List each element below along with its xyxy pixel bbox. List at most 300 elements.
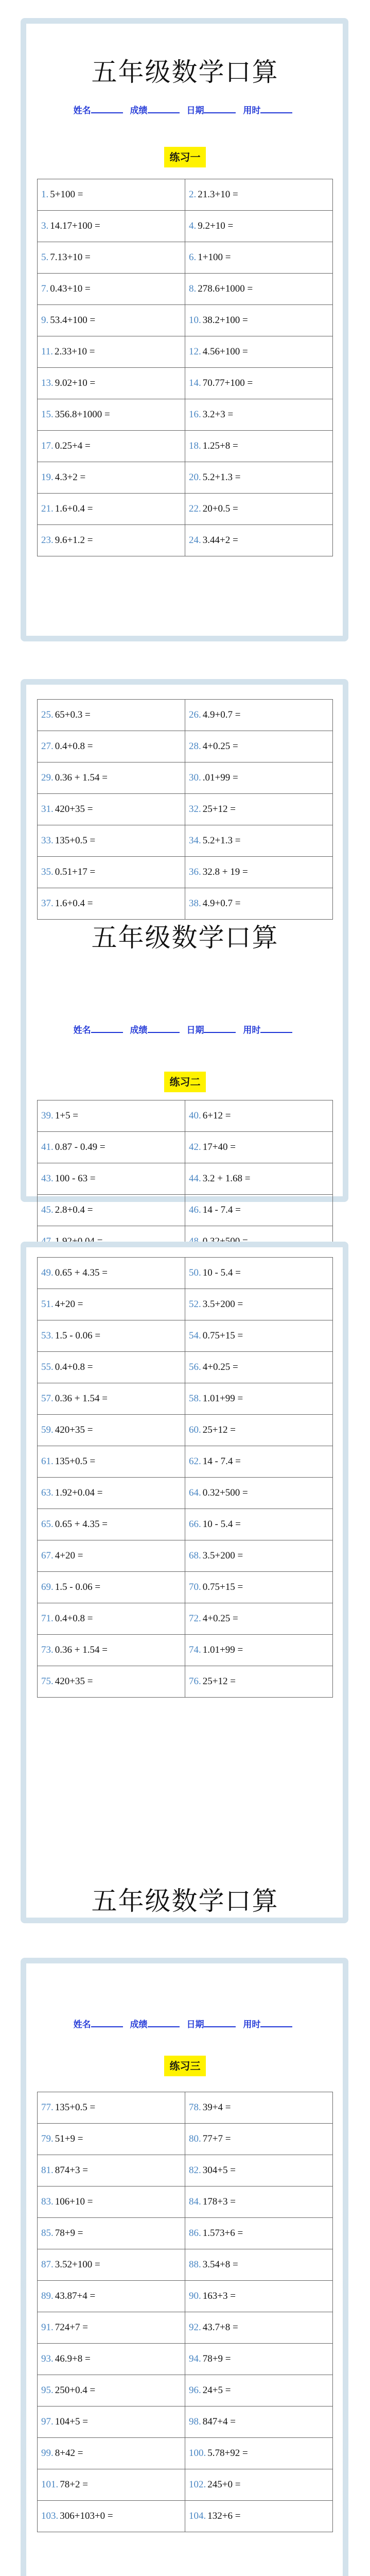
problem-cell[interactable]	[185, 368, 333, 399]
problem-grid	[37, 1100, 333, 1258]
problem-expression: 14.17+100 =	[50, 221, 100, 231]
problem-number: 90.	[189, 2291, 201, 2301]
problem-number: 12.	[189, 346, 201, 357]
problem-cell[interactable]	[185, 1635, 333, 1666]
problem-expression: 51+9 =	[55, 2133, 83, 2144]
problem-number: 83.	[41, 2196, 54, 2207]
problem-number: 69.	[41, 1582, 54, 1592]
time-blank[interactable]	[260, 2019, 292, 2027]
problem-number: 56.	[189, 1362, 201, 1372]
problem-cell[interactable]	[185, 494, 333, 525]
problem-expression: 32.8 + 19 =	[202, 867, 248, 877]
problem-expression: 17+40 =	[202, 1142, 236, 1153]
problem-cell[interactable]	[185, 2218, 333, 2249]
problem-cell[interactable]	[185, 1509, 333, 1540]
problem-number: 74.	[189, 1645, 201, 1655]
problem-cell[interactable]	[38, 1509, 185, 1540]
problem-number: 57.	[41, 1393, 54, 1404]
problem-number: 17.	[41, 440, 54, 451]
problem-cell[interactable]	[38, 2155, 185, 2187]
date-blank[interactable]	[204, 2019, 236, 2027]
problem-expression: 10 - 5.4 =	[202, 1519, 241, 1530]
problem-number: 8.	[189, 283, 197, 294]
problem-cell[interactable]	[185, 2344, 333, 2375]
problem-number: 7.	[41, 283, 49, 294]
problem-cell[interactable]	[185, 1446, 333, 1478]
problem-cell[interactable]	[38, 431, 185, 462]
problem-cell[interactable]	[38, 494, 185, 525]
problem-expression: 874+3 =	[55, 2165, 88, 2176]
problem-cell[interactable]	[185, 179, 333, 211]
problem-expression: 847+4 =	[202, 2416, 236, 2427]
problem-number: 33.	[41, 835, 54, 846]
problem-cell[interactable]	[38, 462, 185, 494]
problem-cell[interactable]	[185, 2249, 333, 2281]
problem-cell[interactable]	[38, 1415, 185, 1446]
problem-cell[interactable]	[185, 700, 333, 731]
name-blank[interactable]	[91, 105, 123, 113]
problem-expression: 0.32+500 =	[202, 1487, 248, 1498]
problem-cell[interactable]	[38, 2406, 185, 2438]
problem-number: 61.	[41, 1456, 54, 1467]
problem-expression: 78+9 =	[55, 2228, 83, 2239]
section-tag-2: 练习二	[164, 1072, 206, 1092]
problem-expression: 4.3+2 =	[55, 472, 86, 483]
problem-number: 75.	[41, 1676, 54, 1687]
problem-cell[interactable]	[38, 1635, 185, 1666]
problem-number: 2.	[189, 189, 197, 200]
problem-number: 27.	[41, 741, 54, 752]
problem-number: 88.	[189, 2259, 201, 2270]
score-blank[interactable]	[148, 2019, 180, 2027]
problem-cell[interactable]	[185, 399, 333, 431]
problem-cell[interactable]	[38, 2281, 185, 2312]
problem-expression: 77+7 =	[202, 2133, 231, 2144]
problem-number: 35.	[41, 867, 54, 877]
problem-cell[interactable]	[38, 1163, 185, 1195]
problem-expression: 356.8+1000 =	[55, 409, 110, 420]
problem-number: 98.	[189, 2416, 201, 2427]
problem-number: 50.	[189, 1267, 201, 1278]
problem-cell[interactable]	[185, 2312, 333, 2344]
problem-expression: 38.2+100 =	[202, 315, 248, 326]
problem-expression: 0.4+0.8 =	[55, 741, 93, 752]
problem-expression: 0.36 + 1.54 =	[55, 1645, 108, 1655]
problem-expression: 65+0.3 =	[55, 709, 91, 720]
problem-expression: 6+12 =	[202, 1110, 231, 1121]
time-blank[interactable]	[260, 1025, 292, 1033]
problem-number: 67.	[41, 1550, 54, 1561]
problem-number: 34.	[189, 835, 201, 846]
problem-number: 38.	[189, 898, 201, 909]
problem-expression: 306+103+0 =	[60, 2511, 113, 2521]
problem-expression: 5.78+92 =	[207, 2448, 248, 2459]
problem-expression: 0.75+15 =	[202, 1582, 243, 1592]
problem-expression: 3.44+2 =	[202, 535, 238, 546]
problem-cell[interactable]	[185, 1603, 333, 1635]
problem-expression: 8+42 =	[55, 2448, 83, 2459]
problem-cell[interactable]	[38, 825, 185, 857]
problem-expression: 250+0.4 =	[55, 2385, 96, 2396]
problem-cell[interactable]	[38, 179, 185, 211]
problem-cell[interactable]	[185, 1540, 333, 1572]
problem-number: 14.	[189, 378, 201, 388]
problem-number: 72.	[189, 1613, 201, 1624]
problem-number: 20.	[189, 472, 201, 483]
problem-expression: 163+3 =	[202, 2291, 236, 2301]
problem-number: 103.	[41, 2511, 59, 2521]
problem-number: 42.	[189, 1142, 201, 1153]
problem-number: 13.	[41, 378, 54, 388]
problem-cell[interactable]	[185, 2469, 333, 2501]
problem-number: 64.	[189, 1487, 201, 1498]
problem-cell[interactable]	[38, 1100, 185, 1132]
problem-number: 25.	[41, 709, 54, 720]
problem-cell[interactable]	[185, 305, 333, 336]
problem-cell[interactable]	[38, 2438, 185, 2469]
problem-expression: 0.87 - 0.49 =	[55, 1142, 105, 1153]
problem-cell[interactable]	[185, 888, 333, 920]
problem-number: 66.	[189, 1519, 201, 1530]
problem-cell[interactable]	[38, 1446, 185, 1478]
problem-expression: 0.4+0.8 =	[55, 1613, 93, 1624]
problem-number: 51.	[41, 1299, 54, 1310]
problem-expression: 420+35 =	[55, 1425, 93, 1435]
problem-cell[interactable]	[38, 2375, 185, 2406]
problem-number: 28.	[189, 741, 201, 752]
problem-cell[interactable]	[185, 762, 333, 794]
problem-expression: 1.573+6 =	[202, 2228, 243, 2239]
problem-cell[interactable]	[38, 794, 185, 825]
problem-cell[interactable]	[38, 525, 185, 556]
info-line-1: 姓名 成绩 日期 用时	[0, 103, 370, 116]
problem-grid	[37, 2092, 333, 2532]
problem-cell[interactable]	[38, 1666, 185, 1698]
problem-number: 36.	[189, 867, 201, 877]
problem-cell[interactable]	[38, 2218, 185, 2249]
problem-cell[interactable]	[185, 1478, 333, 1509]
problem-expression: 3.5+200 =	[202, 1299, 243, 1310]
problem-expression: .01+99 =	[202, 772, 238, 783]
problem-cell[interactable]	[185, 2124, 333, 2155]
problem-cell[interactable]	[185, 1352, 333, 1383]
problem-expression: 46.9+8 =	[55, 2353, 91, 2364]
problem-number: 89.	[41, 2291, 54, 2301]
problem-number: 76.	[189, 1676, 201, 1687]
problem-cell[interactable]	[38, 857, 185, 888]
problem-expression: 5.2+1.3 =	[202, 835, 241, 846]
problem-cell[interactable]	[38, 1132, 185, 1163]
problem-cell[interactable]	[38, 305, 185, 336]
problem-cell[interactable]	[185, 1100, 333, 1132]
problem-number: 99.	[41, 2448, 54, 2459]
problem-number: 43.	[41, 1173, 54, 1184]
problem-expression: 135+0.5 =	[55, 835, 96, 846]
problem-cell[interactable]	[185, 1666, 333, 1698]
problem-number: 73.	[41, 1645, 54, 1655]
problem-expression: 2.33+10 =	[55, 346, 95, 357]
problem-expression: 1+5 =	[55, 1110, 78, 1121]
problem-number: 24.	[189, 535, 201, 546]
page-title-1: 五年级数学口算	[91, 57, 279, 87]
problem-expression: 135+0.5 =	[55, 2102, 96, 2113]
problem-expression: 1.01+99 =	[202, 1645, 243, 1655]
info-line-2: 姓名 成绩 日期 用时	[0, 1023, 370, 1036]
problem-expression: 3.2 + 1.68 =	[202, 1173, 251, 1184]
problem-number: 87.	[41, 2259, 54, 2270]
problem-cell[interactable]	[38, 211, 185, 242]
problem-cell[interactable]	[185, 1572, 333, 1603]
problem-expression: 53.4+100 =	[50, 315, 96, 326]
problem-expression: 1.92+0.04 =	[55, 1487, 103, 1498]
page-title-2: 五年级数学口算	[91, 923, 279, 953]
problem-cell[interactable]	[38, 368, 185, 399]
problem-expression: 3.5+200 =	[202, 1550, 243, 1561]
problem-number: 81.	[41, 2165, 54, 2176]
problem-number: 63.	[41, 1487, 54, 1498]
problem-expression: 3.54+8 =	[202, 2259, 238, 2270]
problem-expression: 9.02+10 =	[55, 378, 96, 388]
problem-expression: 24+5 =	[202, 2385, 231, 2396]
problem-number: 52.	[189, 1299, 201, 1310]
name-blank[interactable]	[91, 1025, 123, 1033]
problem-number: 37.	[41, 898, 54, 909]
problem-number: 5.	[41, 252, 49, 263]
date-blank[interactable]	[204, 1025, 236, 1033]
problem-number: 82.	[189, 2165, 201, 2176]
date-blank[interactable]	[204, 105, 236, 113]
problem-cell[interactable]	[38, 2124, 185, 2155]
problem-number: 4.	[189, 221, 197, 231]
problem-expression: 7.13+10 =	[50, 252, 91, 263]
problem-expression: 420+35 =	[55, 1676, 93, 1687]
problem-expression: 14 - 7.4 =	[202, 1456, 241, 1467]
problem-cell[interactable]	[185, 274, 333, 305]
problem-expression: 25+12 =	[202, 1676, 236, 1687]
problem-number: 58.	[189, 1393, 201, 1404]
problem-cell[interactable]	[38, 1320, 185, 1352]
problem-cell[interactable]	[38, 1603, 185, 1635]
problem-cell[interactable]	[38, 2501, 185, 2532]
problem-number: 21.	[41, 503, 54, 514]
problem-expression: 3.52+100 =	[55, 2259, 100, 2270]
problem-cell[interactable]	[38, 1383, 185, 1415]
problem-expression: 5+100 =	[50, 189, 83, 200]
problem-cell[interactable]	[38, 399, 185, 431]
problem-cell[interactable]	[38, 2312, 185, 2344]
problem-number: 96.	[189, 2385, 201, 2396]
problem-number: 55.	[41, 1362, 54, 1372]
problem-cell[interactable]	[38, 1540, 185, 1572]
problem-number: 62.	[189, 1456, 201, 1467]
problem-number: 39.	[41, 1110, 54, 1121]
problem-expression: 9.6+1.2 =	[55, 535, 93, 546]
problem-number: 30.	[189, 772, 201, 783]
problem-expression: 10 - 5.4 =	[202, 1267, 241, 1278]
problem-number: 46.	[189, 1205, 201, 1215]
problem-cell[interactable]	[38, 731, 185, 762]
problem-cell[interactable]	[38, 2092, 185, 2124]
problem-expression: 0.36 + 1.54 =	[55, 772, 108, 783]
problem-expression: 78+9 =	[202, 2353, 231, 2364]
problem-cell[interactable]	[38, 2249, 185, 2281]
problem-expression: 0.43+10 =	[50, 283, 91, 294]
problem-expression: 9.2+10 =	[198, 221, 234, 231]
problem-number: 32.	[189, 804, 201, 815]
problem-number: 18.	[189, 440, 201, 451]
problem-number: 19.	[41, 472, 54, 483]
problem-cell[interactable]	[185, 462, 333, 494]
problem-cell[interactable]	[185, 794, 333, 825]
problem-expression: 5.2+1.3 =	[202, 472, 241, 483]
problem-number: 92.	[189, 2322, 201, 2333]
problem-cell[interactable]	[185, 1163, 333, 1195]
problem-number: 102.	[189, 2479, 206, 2490]
problem-number: 53.	[41, 1330, 54, 1341]
problem-cell[interactable]	[185, 825, 333, 857]
problem-expression: 0.65 + 4.35 =	[55, 1267, 108, 1278]
problem-expression: 1.6+0.4 =	[55, 898, 93, 909]
problem-cell[interactable]	[185, 2187, 333, 2218]
problem-number: 85.	[41, 2228, 54, 2239]
problem-cell[interactable]	[185, 731, 333, 762]
problem-expression: 100 - 63 =	[55, 1173, 96, 1184]
problem-number: 16.	[189, 409, 201, 420]
problem-number: 59.	[41, 1425, 54, 1435]
problem-number: 79.	[41, 2133, 54, 2144]
problem-number: 94.	[189, 2353, 201, 2364]
problem-cell[interactable]	[38, 1289, 185, 1320]
problem-expression: 4+0.25 =	[202, 1362, 238, 1372]
problem-cell[interactable]	[38, 1258, 185, 1289]
score-blank[interactable]	[148, 1025, 180, 1033]
problem-number: 71.	[41, 1613, 54, 1624]
problem-expression: 0.25+4 =	[55, 440, 91, 451]
problem-grid	[37, 699, 333, 920]
problem-cell[interactable]	[185, 2501, 333, 2532]
problem-expression: 21.3+10 =	[198, 189, 238, 200]
problem-cell[interactable]	[185, 2155, 333, 2187]
problem-cell[interactable]	[185, 1258, 333, 1289]
problem-number: 70.	[189, 1582, 201, 1592]
problem-cell[interactable]	[185, 2281, 333, 2312]
problem-expression: 3.2+3 =	[202, 409, 234, 420]
problem-cell[interactable]	[38, 242, 185, 274]
problem-expression: 1+100 =	[198, 252, 231, 263]
problem-cell[interactable]	[38, 1195, 185, 1226]
problem-number: 78.	[189, 2102, 201, 2113]
problem-number: 1.	[41, 189, 49, 200]
problem-number: 65.	[41, 1519, 54, 1530]
problem-number: 9.	[41, 315, 49, 326]
problem-expression: 1.6+0.4 =	[55, 503, 93, 514]
problem-number: 6.	[189, 252, 197, 263]
problem-number: 101.	[41, 2479, 59, 2490]
problem-cell[interactable]	[38, 700, 185, 731]
problem-number: 60.	[189, 1425, 201, 1435]
problem-number: 49.	[41, 1267, 54, 1278]
problem-expression: 245+0 =	[207, 2479, 241, 2490]
problem-cell[interactable]	[38, 762, 185, 794]
problem-number: 23.	[41, 535, 54, 546]
problem-number: 41.	[41, 1142, 54, 1153]
problem-cell[interactable]	[185, 1195, 333, 1226]
problem-grid	[37, 179, 333, 556]
problem-cell[interactable]	[185, 2438, 333, 2469]
problem-expression: 4+0.25 =	[202, 1613, 238, 1624]
problem-cell[interactable]	[38, 274, 185, 305]
problem-cell[interactable]	[185, 1415, 333, 1446]
problem-number: 97.	[41, 2416, 54, 2427]
problem-expression: 2.8+0.4 =	[55, 1205, 93, 1215]
problem-number: 22.	[189, 503, 201, 514]
problem-expression: 0.51+17 =	[55, 867, 96, 877]
problem-cell[interactable]	[38, 1352, 185, 1383]
problem-cell[interactable]	[185, 242, 333, 274]
problem-expression: 304+5 =	[202, 2165, 236, 2176]
problem-expression: 178+3 =	[202, 2196, 236, 2207]
problem-cell[interactable]	[185, 1132, 333, 1163]
problem-cell[interactable]	[185, 336, 333, 368]
problem-cell[interactable]	[185, 1383, 333, 1415]
problem-cell[interactable]	[185, 211, 333, 242]
name-blank[interactable]	[91, 2019, 123, 2027]
section-tag-1: 练习一	[164, 147, 206, 167]
problem-expression: 4+20 =	[55, 1299, 83, 1310]
problem-cell[interactable]	[38, 336, 185, 368]
problem-expression: 4.9+0.7 =	[202, 709, 241, 720]
problem-expression: 0.75+15 =	[202, 1330, 243, 1341]
problem-expression: 724+7 =	[55, 2322, 88, 2333]
problem-number: 26.	[189, 709, 201, 720]
problem-number: 10.	[189, 315, 201, 326]
problem-number: 93.	[41, 2353, 54, 2364]
problem-cell[interactable]	[185, 431, 333, 462]
problem-expression: 1.01+99 =	[202, 1393, 243, 1404]
problem-expression: 1.25+8 =	[202, 440, 238, 451]
problem-expression: 43.7+8 =	[202, 2322, 238, 2333]
problem-cell[interactable]	[38, 2187, 185, 2218]
problem-number: 40.	[189, 1110, 201, 1121]
problem-cell[interactable]	[38, 2344, 185, 2375]
problem-grid	[37, 1257, 333, 1698]
problem-number: 84.	[189, 2196, 201, 2207]
problem-cell[interactable]	[185, 857, 333, 888]
problem-cell[interactable]	[38, 2469, 185, 2501]
problem-number: 86.	[189, 2228, 201, 2239]
problem-expression: 14 - 7.4 =	[202, 1205, 241, 1215]
problem-expression: 4+0.25 =	[202, 741, 238, 752]
problem-cell[interactable]	[38, 1572, 185, 1603]
problem-cell[interactable]	[38, 888, 185, 920]
problem-cell[interactable]	[185, 2092, 333, 2124]
time-blank[interactable]	[260, 105, 292, 113]
score-blank[interactable]	[148, 105, 180, 113]
problem-number: 80.	[189, 2133, 201, 2144]
problem-expression: 39+4 =	[202, 2102, 231, 2113]
problem-expression: 0.65 + 4.35 =	[55, 1519, 108, 1530]
problem-cell[interactable]	[185, 2406, 333, 2438]
problem-number: 95.	[41, 2385, 54, 2396]
problem-cell[interactable]	[185, 2375, 333, 2406]
info-line-3: 姓名 成绩 日期 用时	[0, 2017, 370, 2030]
problem-number: 104.	[189, 2511, 206, 2521]
problem-cell[interactable]	[185, 525, 333, 556]
problem-cell[interactable]	[185, 1320, 333, 1352]
problem-expression: 4+20 =	[55, 1550, 83, 1561]
problem-cell[interactable]	[38, 1478, 185, 1509]
problem-cell[interactable]	[185, 1289, 333, 1320]
